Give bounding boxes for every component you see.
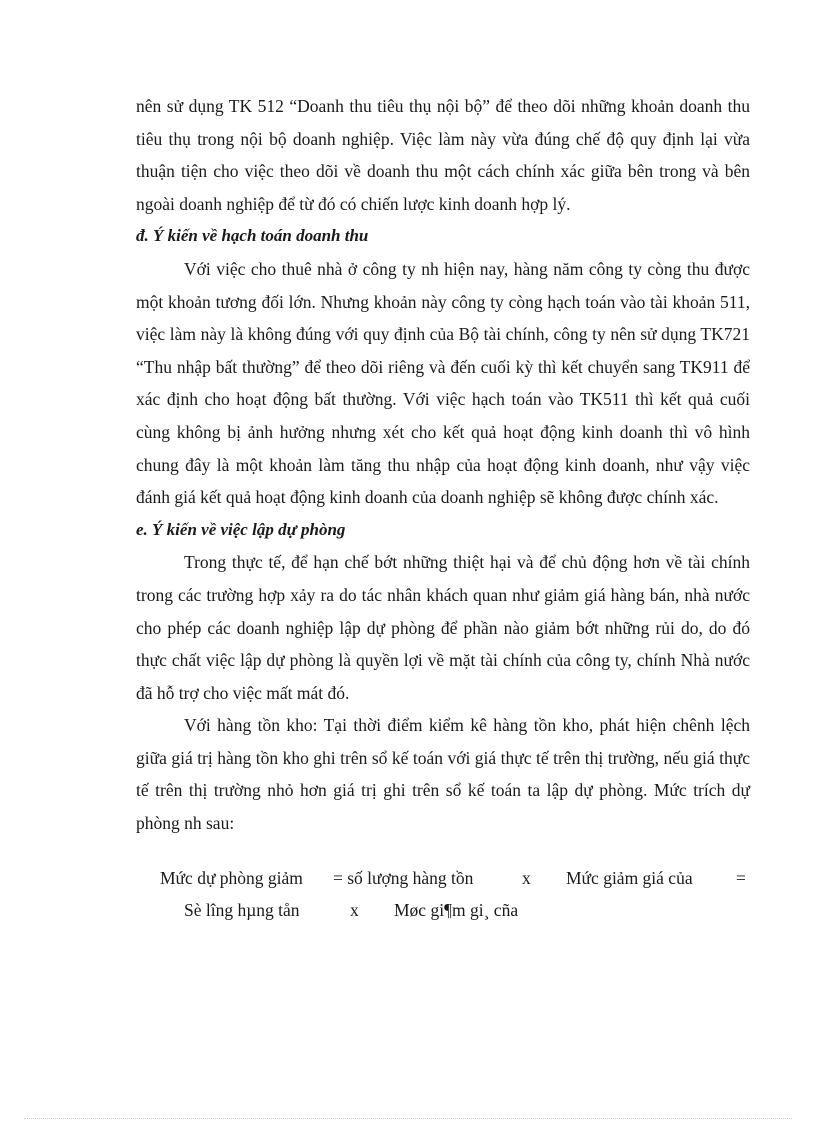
paragraph-inventory: Với hàng tồn kho: Tại thời điểm kiểm kê hàng tồn kho, phát hiện chênh lệch giữa giá trị hàng tồn kho ghi trên sổ kế toán với giá thực tế trên thị trường, nếu giá thực tế trên thị trường nhỏ hơn giá trị ghi trên sổ kế toán ta lập dự phòng. Mức trích dự phòng nh sau: (136, 715, 750, 834)
spacer (136, 840, 750, 862)
heading-revenue-accounting: đ. Ý kiến về hạch toán doanh thu (136, 226, 369, 246)
page-bottom-divider (24, 1118, 792, 1119)
document-page (136, 90, 750, 926)
formula-term-price-drop-garbled: Møc gi¶m gi¸ cña (394, 899, 519, 920)
formula-equals-sign: = (736, 867, 746, 888)
formula-multiply-sign-2: x (350, 899, 359, 920)
paragraph-tk512: nên sử dụng TK 512 “Doanh thu tiêu thụ nội bộ” để theo dõi những khoản doanh thu tiêu thụ trong nội bộ doanh nghiệp. Việc làm này vừa đúng chế độ quy định lại vừa thuận tiện cho việc theo dõi về doanh thu một cách chính xác giữa bên trong và bên ngoài doanh nghiệp để từ đó có chiến lược kinh doanh hợp lý. (136, 96, 750, 214)
paragraph-provisions: Trong thực tế, để hạn chế bớt những thiệt hại và để chủ động hơn về tài chính trong các trường hợp xảy ra do tác nhân khách quan như giảm giá hàng bán, nhà nước cho phép các doanh nghiệp lập dự phòng để phần nào giảm bớt những rủi do, do đó thực chất việc lập dự phòng là quyền lợi về mặt tài chính của công ty, chính Nhà nước đã hỗ trợ cho việc mất mát đó. (136, 552, 750, 703)
formula-line-2 (136, 894, 750, 926)
formula-term-quantity: = số lượng hàng tồn (333, 867, 474, 888)
heading-provisions: e. Ý kiến về việc lập dự phòng (136, 519, 346, 539)
formula-line-1 (136, 862, 750, 894)
formula-multiply-sign: x (522, 867, 531, 888)
formula-term-provision: Mức dự phòng giảm (160, 867, 303, 888)
formula-term-quantity-garbled: Sè lîng hµng tån (184, 899, 300, 920)
formula-term-price-drop: Mức giảm giá của (566, 867, 693, 888)
paragraph-rental-income: Với việc cho thuê nhà ở công ty nh hiện nay, hàng năm công ty còng thu được một khoản tương đối lớn. Nhưng khoản này công ty còng hạch toán vào tài khoản 511, việc làm này là không đúng với quy định của Bộ tài chính, công ty nên sử dụng TK721 “Thu nhập bất thường” để theo dõi riêng và đến cuối kỳ thì kết chuyển sang TK911 để xác định cho hoạt động bất thường. Với việc hạch toán vào TK511 thì kết quả cuối cùng không bị ảnh hưởng nhưng xét cho kết quả hoạt động kinh doanh thì vô hình chung đây là một khoản làm tăng thu nhập của hoạt động kinh doanh, như vậy việc đánh giá kết quả hoạt động kinh doanh của doanh nghiệp sẽ không được chính xác. (136, 258, 750, 508)
